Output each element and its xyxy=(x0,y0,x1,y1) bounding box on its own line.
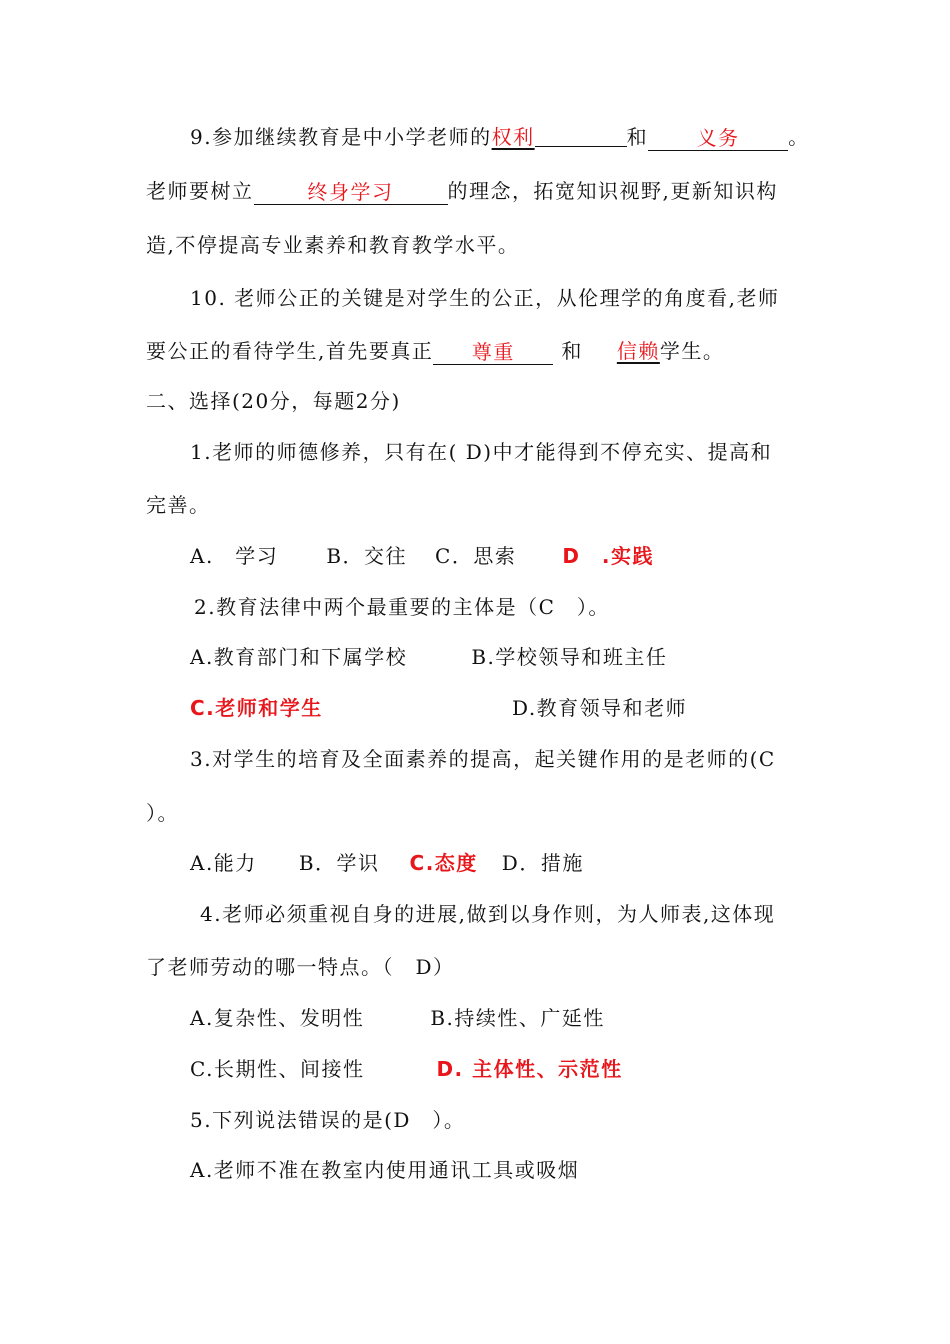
q9-line2-end: 的理念，拓宽知识视野,更新知识构 xyxy=(447,179,778,203)
q9-answer-3: 终身学习 xyxy=(254,180,448,205)
c4-options-row-2 xyxy=(190,1055,623,1083)
c4-option-b: B.持续性、广延性 xyxy=(430,1006,605,1030)
c2-options-row-2 xyxy=(190,694,323,722)
c2-option-c: C.老师和学生 xyxy=(190,696,323,720)
c4-stem-line-2: 了老师劳动的哪一特点。（ D） xyxy=(146,955,455,979)
q9-mid: 和 xyxy=(626,125,649,149)
c4-option-d: D. 主体性、示范性 xyxy=(436,1057,623,1081)
c1-stem-line-2: 完善。 xyxy=(146,493,211,517)
c4-stem-line-1: 4.老师必须重视自身的进展,做到以身作则，为人师表,这体现 xyxy=(200,902,776,926)
q9-line-3: 造,不停提高专业素养和教育教学水平。 xyxy=(146,233,520,257)
c3-stem-line-1: 3.对学生的培育及全面素养的提高，起关键作用的是老师的(C xyxy=(190,747,776,771)
c2-option-d: D.教育领导和老师 xyxy=(512,696,688,720)
c2-option-a: A.教育部门和下属学校 xyxy=(190,645,408,669)
c2-stem: 2.教育法律中两个最重要的主体是（C ）。 xyxy=(194,595,610,619)
c1-option-c: C．思索 xyxy=(435,544,517,568)
c3-option-d: D．措施 xyxy=(501,851,584,875)
c1-option-a: A. 学习 xyxy=(190,544,279,568)
c4-option-c: C.长期性、间接性 xyxy=(190,1057,365,1081)
q9-line2-lead: 老师要树立 xyxy=(146,179,254,203)
c3-option-a: A.能力 xyxy=(190,851,257,875)
c2-options-row-1 xyxy=(190,643,667,671)
q9-end: 。 xyxy=(788,125,810,149)
c1-options xyxy=(190,542,654,570)
c4-option-a: A.复杂性、发明性 xyxy=(190,1006,365,1030)
q10-mid: 和 xyxy=(561,339,583,363)
c1-option-d: D .实践 xyxy=(562,544,655,568)
q9-line-1 xyxy=(190,123,810,151)
c3-options xyxy=(190,849,584,877)
c3-stem-line-2: ）。 xyxy=(146,801,179,825)
q10-line-2 xyxy=(146,337,724,365)
c1-stem-line-1: 1.老师的师德修养，只有在( D)中才能得到不停充实、提高和 xyxy=(190,440,773,464)
q10-line2-lead: 要公正的看待学生,首先要真正 xyxy=(146,339,434,363)
c5-stem: 5.下列说法错误的是(D ）。 xyxy=(190,1108,466,1132)
q10-line-1: 10. 老师公正的关键是对学生的公正，从伦理学的角度看,老师 xyxy=(190,286,780,310)
section-heading: 二、选择(20分，每题2分) xyxy=(146,389,401,413)
c2-option-b: B.学校领导和班主任 xyxy=(471,645,668,669)
q9-answer-2: 义务 xyxy=(648,126,788,151)
q9-answer-1: 权利 xyxy=(491,125,535,149)
c5-option-a: A.老师不准在教室内使用通讯工具或吸烟 xyxy=(190,1158,580,1182)
c1-option-b: B．交往 xyxy=(326,544,408,568)
q9-lead: 9.参加继续教育是中小学老师的 xyxy=(190,125,492,149)
c3-option-c: C.态度 xyxy=(409,851,478,875)
q10-answer-2: 信赖 xyxy=(616,339,660,363)
q9-line-2 xyxy=(146,177,778,205)
c3-option-b: B．学识 xyxy=(298,851,380,875)
q10-line2-end: 学生。 xyxy=(659,339,725,363)
q10-answer-1: 尊重 xyxy=(433,340,553,365)
c4-options-row-1 xyxy=(190,1004,605,1032)
q9-blank-1 xyxy=(535,124,627,147)
